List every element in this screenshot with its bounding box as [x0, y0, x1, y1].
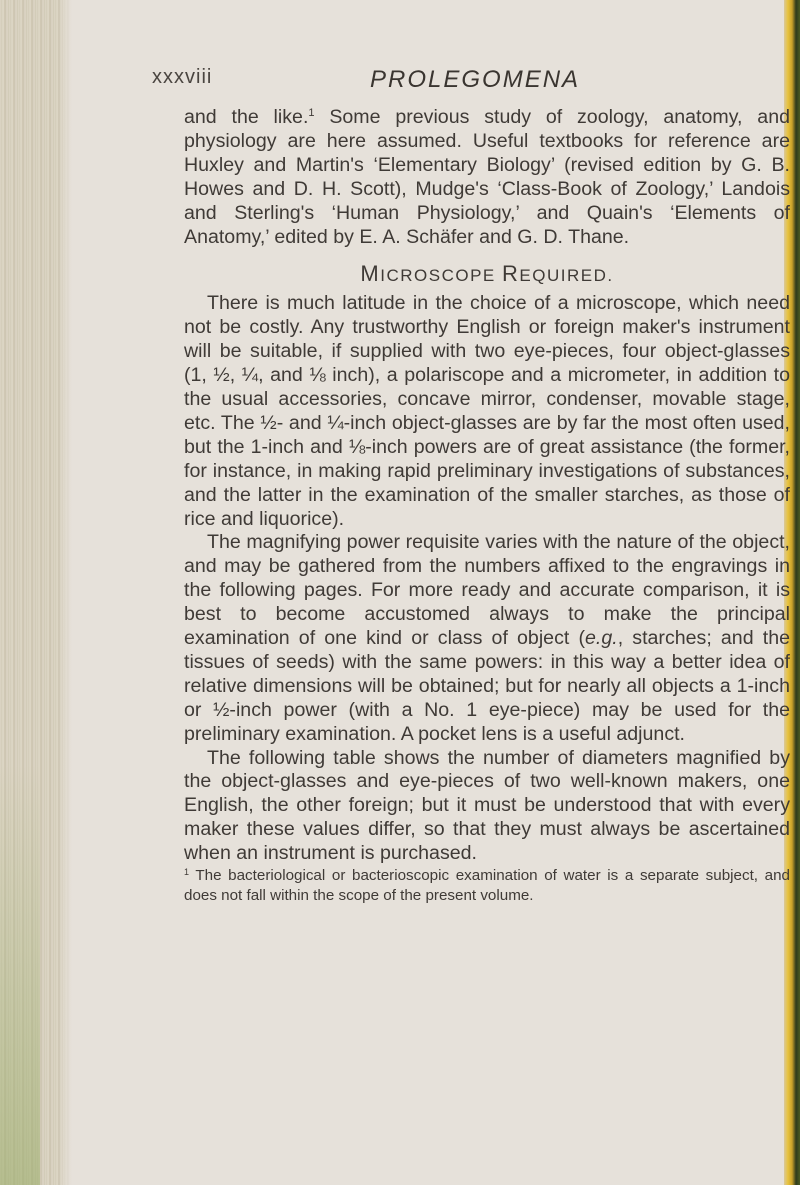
footnote-reference: 1 [308, 107, 315, 119]
paragraph-3-text: The magnifying power requisite varies with the nature of the object, and may be gathered from the numbers affixed to the engravings in the following pages. For more ready and accurate comparison, it is best to become accustomed always to make the principal examination of one kind or class of object ( [184, 531, 790, 650]
body-text [184, 106, 790, 906]
heading-small-caps-2: EQUIRED. [519, 266, 614, 286]
heading-cap-m: M [360, 261, 381, 287]
paragraph-4: The following table shows the number of diameters magnified by the object-glasses and eye-pieces of two well-known makers, one English, the other foreign; but it must be understood that with every maker these values differ, so that they must always be ascertained when an instrument is purchased. [184, 746, 790, 865]
book-page [70, 0, 790, 1185]
page-stain [0, 765, 40, 1185]
page-header [148, 66, 768, 106]
paragraph-2: There is much latitude in the choice of a microscope, which need not be costly. Any trustworthy English or foreign maker's instrument will be suitable, if supplied with two eye-pieces, four object-glasses (1, ½, ¼, and ⅛ inch), a polariscope and a micrometer, in addition to the usual accessories, concave mirror, condenser, movable stage, etc. The ½- and ¼-inch object-glasses are by far the most often used, but the 1-inch and ⅛-inch powers are of great assistance (the former, for instance, in making rapid preliminary investigations of substances, and the latter in the examination of the smaller starches, as those of rice and liquorice). [184, 292, 790, 530]
paragraph-3-italic: e.g. [585, 627, 618, 650]
page-number: xxxviii [152, 66, 213, 88]
paragraph-3 [184, 531, 790, 746]
section-heading [184, 262, 790, 288]
paragraph-3-text-cont: , starches; and the tissues of seeds) with the same powers: in this way a better idea of relative dimensions will be obtained; but for nearly all objects a 1-inch or ½-inch power (with a No. 1 eye-piece) may be used for the preliminary examination. A pocket lens is a useful adjunct. [184, 627, 790, 745]
footnote-text: The bacteriological or bacterioscopic examination of water is a separate subject, and does not fall within the scope of the present volume. [184, 867, 790, 905]
paragraph-1-text-cont: Some previous study of zoology, anatomy, and physiology are here assumed. Useful textbooks for reference are Huxley and Martin's ‘Elementary Biology’ (revised edition by G. B. Howes and D. H. Scott), Mudge's ‘Class-Book of Zoology,’ Landois and Sterling's ‘Human Physiology,’ and Quain's ‘Elements of Anatomy,’ edited by E. A. Schäfer and G. D. Thane. [184, 106, 790, 248]
paragraph-1 [184, 106, 790, 249]
heading-small-caps-1: ICROSCOPE [380, 266, 502, 286]
running-head: PROLEGOMENA [370, 66, 581, 93]
paragraph-1-text: and the like. [184, 106, 309, 128]
footnote [184, 866, 790, 906]
heading-cap-r: R [502, 261, 520, 287]
footnote-marker: 1 [184, 867, 190, 878]
